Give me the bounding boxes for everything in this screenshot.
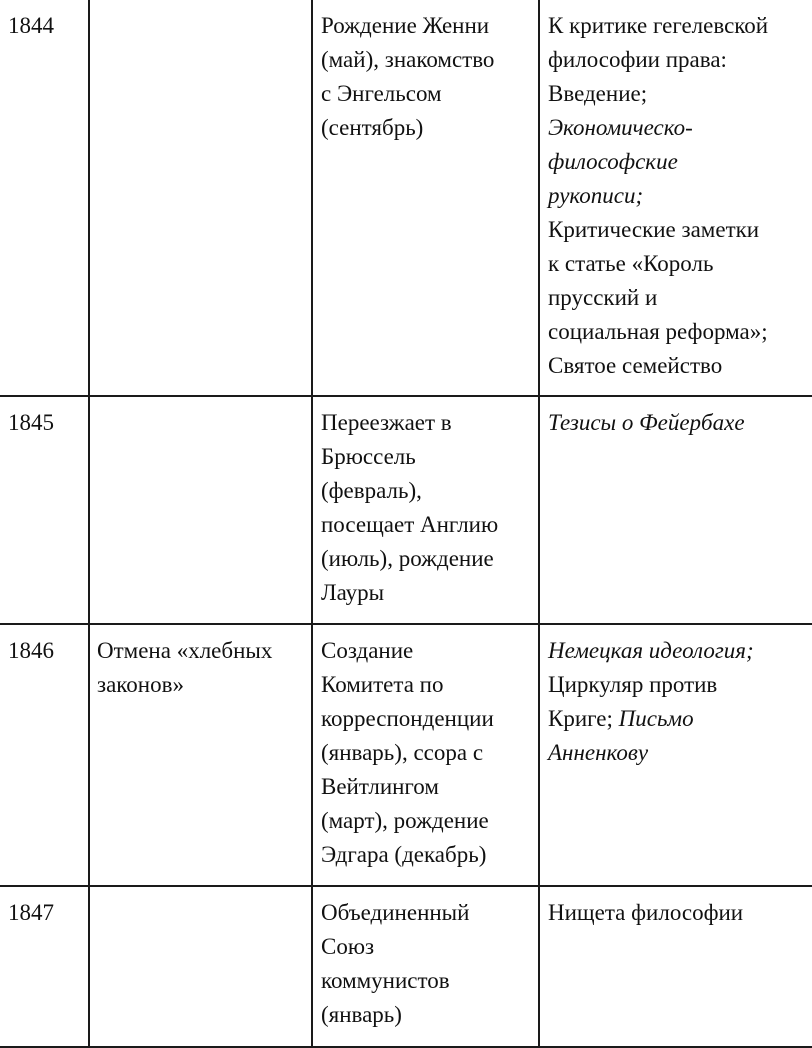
life-line: (июль), рождение (321, 546, 494, 571)
life-line: Брюссель (321, 444, 416, 469)
life-line: (январь), ссора с (321, 740, 484, 765)
works-line: рукописи; (548, 183, 644, 208)
life-line: (январь) (321, 1002, 402, 1027)
row-divider (0, 623, 812, 625)
works-cell (540, 0, 812, 383)
life-cell (313, 625, 538, 872)
works-line: Святое семейство (548, 353, 723, 378)
life-cell (313, 397, 538, 610)
life-line: коммунистов (321, 968, 450, 993)
works-fragment: Криге; (548, 706, 619, 731)
event-cell (90, 625, 311, 702)
column-divider (311, 0, 313, 1048)
works-line (548, 702, 812, 736)
year-cell (0, 887, 88, 930)
works-cell (540, 625, 812, 770)
works-line: Немецкая идеология; (548, 638, 754, 663)
event-cell (90, 397, 311, 406)
column-divider (538, 0, 540, 1048)
works-cell (540, 887, 812, 930)
row-divider (0, 885, 812, 887)
works-line: Введение; (548, 81, 648, 106)
works-line: Нищета философии (548, 900, 744, 925)
life-line: Комитета по (321, 672, 444, 697)
life-line: Объединенный (321, 900, 470, 925)
year-cell (0, 0, 88, 43)
year-text: 1845 (8, 410, 54, 435)
life-line: корреспонденции (321, 706, 494, 731)
life-line: с Энгельсом (321, 81, 442, 106)
life-line: (май), знакомство (321, 47, 495, 72)
year-cell (0, 625, 88, 668)
year-text: 1844 (8, 13, 54, 38)
works-line: к статье «Король (548, 251, 714, 276)
life-line: посещает Англию (321, 512, 499, 537)
event-line: законов» (97, 672, 184, 697)
life-cell (313, 887, 538, 1032)
event-cell (90, 0, 311, 9)
works-line: философии права: (548, 47, 727, 72)
works-line: Анненкову (548, 740, 649, 765)
event-line: Отмена «хлебных (97, 638, 273, 663)
life-line: (март), рождение (321, 808, 489, 833)
works-cell (540, 397, 812, 440)
row-divider (0, 395, 812, 397)
life-line: Переезжает в (321, 410, 452, 435)
life-line: Союз (321, 934, 375, 959)
life-line: Эдгара (декабрь) (321, 842, 487, 867)
works-line: Критические заметки (548, 217, 760, 242)
life-line: (сентябрь) (321, 115, 424, 140)
works-line: Тезисы о Фейербахе (548, 410, 745, 435)
works-line: К критике гегелевской (548, 13, 769, 38)
life-line: Рождение Женни (321, 13, 490, 38)
works-line: Циркуляр против (548, 672, 718, 697)
event-cell (90, 887, 311, 896)
works-line: прусский и (548, 285, 658, 310)
life-line: (февраль), (321, 478, 422, 503)
year-cell (0, 397, 88, 440)
works-line: социальная реформа»; (548, 319, 768, 344)
year-text: 1847 (8, 900, 54, 925)
works-line: философские (548, 149, 678, 174)
life-cell (313, 0, 538, 145)
year-text: 1846 (8, 638, 54, 663)
life-line: Лауры (321, 580, 385, 605)
life-line: Создание (321, 638, 414, 663)
life-line: Вейтлингом (321, 774, 439, 799)
works-line: Экономическо- (548, 115, 693, 140)
works-fragment-italic: Письмо (618, 706, 694, 731)
column-divider (88, 0, 90, 1048)
